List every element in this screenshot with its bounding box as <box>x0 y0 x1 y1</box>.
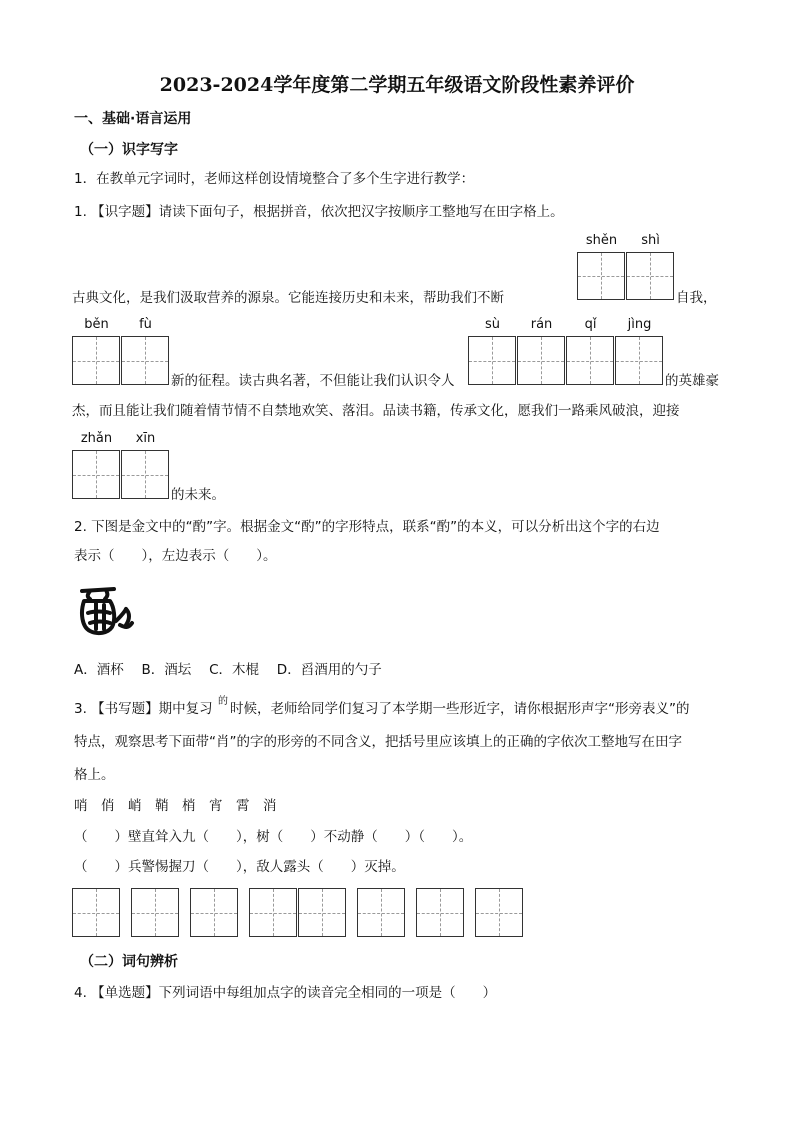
passage-text: 的英雄豪 <box>665 373 719 389</box>
section-heading: 一、基础·语言运用 <box>74 111 192 127</box>
writing-grid-cell[interactable] <box>190 888 238 937</box>
writing-grid-cell[interactable] <box>131 888 179 937</box>
writing-grid-cell[interactable] <box>517 336 565 385</box>
page-title: 2023-2024学年度第二学期五年级语文阶段性素养评价 <box>159 74 635 96</box>
writing-grid-cell[interactable] <box>121 450 169 499</box>
q2-text: 2. 下图是金文中的“酌”字。根据金文“酌”的字形特点，联系“酌”的本义，可以分析出这个字的右边 <box>74 519 660 535</box>
writing-grid-cell[interactable] <box>615 336 663 385</box>
pinyin-label: shì <box>641 233 660 248</box>
pinyin-label: fù <box>139 317 152 332</box>
pinyin-label: zhǎn <box>80 431 113 446</box>
pinyin-label: rán <box>530 317 553 332</box>
q2-text: 表示（ ），左边表示（ ）。 <box>74 548 277 564</box>
writing-grid-cell[interactable] <box>577 252 625 300</box>
q3-text: 格上。 <box>74 767 115 783</box>
pinyin-label: sù <box>484 317 500 332</box>
q3-characters: 哨 俏 峭 鞘 梢 宵 霄 消 <box>74 798 277 814</box>
writing-grid-cell[interactable] <box>249 888 297 937</box>
q3-text: 时候，老师给同学们复习了本学期一些形近字，请你根据形声字“形旁表义”的 <box>230 701 690 717</box>
writing-grid-cell[interactable] <box>475 888 523 937</box>
pinyin-label: jìng <box>627 317 652 332</box>
writing-grid-cell[interactable] <box>72 450 120 499</box>
writing-grid-cell[interactable] <box>468 336 516 385</box>
pinyin-label: běn <box>84 317 109 332</box>
subsection-heading: （一）识字写字 <box>80 142 178 158</box>
q3-superscript: 的 <box>218 696 228 707</box>
pinyin-label: xīn <box>135 431 156 446</box>
subsection-heading: （二）词句辨析 <box>80 954 178 970</box>
writing-grid-cell[interactable] <box>72 888 120 937</box>
passage-text: 的未来。 <box>171 487 225 503</box>
writing-grid-cell[interactable] <box>626 252 674 300</box>
bronze-script-glyph-image <box>76 583 138 641</box>
writing-grid-cell[interactable] <box>357 888 405 937</box>
pinyin-label: shěn <box>585 233 618 248</box>
writing-grid-cell[interactable] <box>121 336 169 385</box>
passage-text: 新的征程。读古典名著，不但能让我们认识令人 <box>171 373 455 389</box>
question-intro: 1．在教单元字词时，老师这样创设情境整合了多个生字进行教学： <box>74 171 475 187</box>
writing-grid-cell[interactable] <box>566 336 614 385</box>
writing-grid-cell[interactable] <box>298 888 346 937</box>
passage-text: 自我， <box>676 290 717 306</box>
passage-text: 古典文化，是我们汲取营养的源泉。它能连接历史和未来，帮助我们不断 <box>72 290 504 306</box>
pinyin-label: qǐ <box>584 317 597 332</box>
q1-prompt: 1. 【识字题】请读下面句子，根据拼音，依次把汉字按顺序工整地写在田字格上。 <box>74 204 564 220</box>
q3-fill-sentence: （ ）兵警惕握刀（ ），敌人露头（ ）灭掉。 <box>74 859 405 875</box>
writing-grid-cell[interactable] <box>72 336 120 385</box>
q2-options: A．酒杯 B．酒坛 C．木棍 D．舀酒用的勺子 <box>74 662 382 678</box>
q3-fill-sentence: （ ）壁直耸入九（ ），树（ ）不动静（ ）（ ）。 <box>74 829 473 845</box>
q4-text: 4. 【单选题】下列词语中每组加点字的读音完全相同的一项是（ ） <box>74 985 497 1001</box>
q3-text: 特点，观察思考下面带“肖”的字的形旁的不同含义，把括号里应该填上的正确的字依次工整地写在田字 <box>74 734 682 750</box>
writing-grid-cell[interactable] <box>416 888 464 937</box>
passage-text: 杰，而且能让我们随着情节情不自禁地欢笑、落泪。品读书籍，传承文化，愿我们一路乘风破浪，迎接 <box>72 403 680 419</box>
q3-text: 3. 【书写题】期中复习 <box>74 701 213 717</box>
